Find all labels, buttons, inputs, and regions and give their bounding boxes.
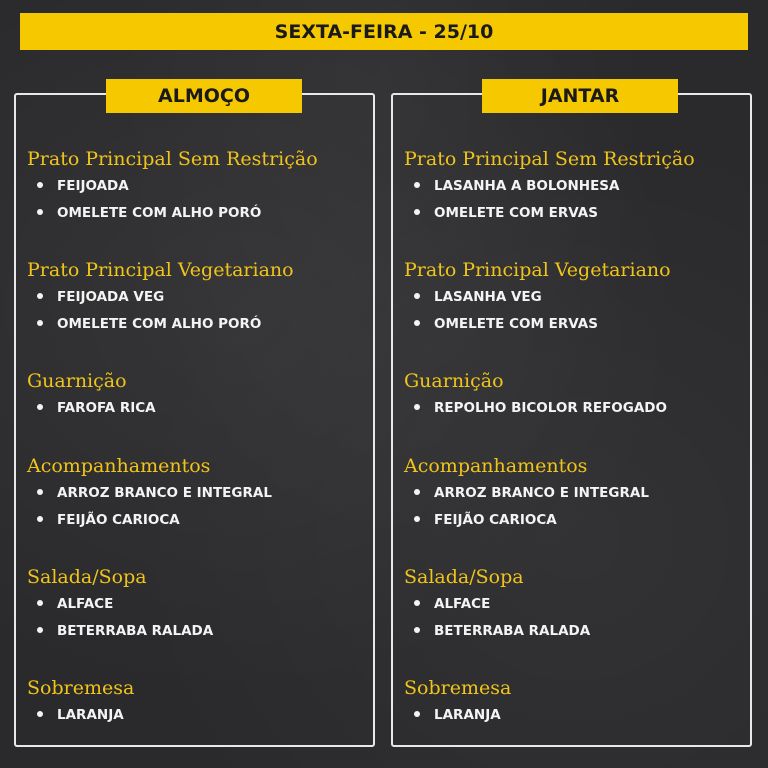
dinner-menu-item: OMELETE COM ERVAS <box>414 205 598 221</box>
lunch-menu-item: BETERRABA RALADA <box>37 623 213 639</box>
dinner-section-title: Guarnição <box>404 370 504 392</box>
lunch-section-title: Prato Principal Sem Restrição <box>27 148 318 170</box>
lunch-menu-item: ALFACE <box>37 596 113 612</box>
lunch-menu-item: OMELETE COM ALHO PORÓ <box>37 205 261 221</box>
dinner-menu-item: OMELETE COM ERVAS <box>414 316 598 332</box>
dinner-menu-item: BETERRABA RALADA <box>414 623 590 639</box>
bullet-icon <box>37 293 43 299</box>
bullet-icon <box>37 627 43 633</box>
dinner-section-title: Sobremesa <box>404 677 512 699</box>
bullet-icon <box>414 182 420 188</box>
bullet-icon <box>414 489 420 495</box>
dinner-menu-item: LASANHA A BOLONHESA <box>414 178 619 194</box>
lunch-section-title: Prato Principal Vegetariano <box>27 259 294 281</box>
lunch-menu-item: OMELETE COM ALHO PORÓ <box>37 316 261 332</box>
lunch-menu-item: FEIJÃO CARIOCA <box>37 512 180 528</box>
bullet-icon <box>37 209 43 215</box>
lunch-menu-item: FEIJOADA VEG <box>37 289 164 305</box>
lunch-section-title: Salada/Sopa <box>27 566 147 588</box>
bullet-icon <box>414 600 420 606</box>
bullet-icon <box>414 404 420 410</box>
bullet-icon <box>414 320 420 326</box>
lunch-section-title: Acompanhamentos <box>27 455 211 477</box>
lunch-section-title: Guarnição <box>27 370 127 392</box>
lunch-menu-item: ARROZ BRANCO E INTEGRAL <box>37 485 272 501</box>
bullet-icon <box>37 600 43 606</box>
dinner-label: JANTAR <box>540 85 620 107</box>
dinner-section-title: Salada/Sopa <box>404 566 524 588</box>
bullet-icon <box>37 320 43 326</box>
dinner-menu-item: LARANJA <box>414 707 501 723</box>
bullet-icon <box>414 209 420 215</box>
bullet-icon <box>414 293 420 299</box>
bullet-icon <box>37 182 43 188</box>
bullet-icon <box>37 404 43 410</box>
dinner-section-title: Prato Principal Vegetariano <box>404 259 671 281</box>
dinner-menu-item: REPOLHO BICOLOR REFOGADO <box>414 400 667 416</box>
lunch-menu-item: FAROFA RICA <box>37 400 156 416</box>
dinner-section-title: Acompanhamentos <box>404 455 588 477</box>
lunch-menu-item: FEIJOADA <box>37 178 129 194</box>
dinner-label-tag <box>482 79 678 113</box>
lunch-label-tag <box>106 79 302 113</box>
lunch-menu-item: LARANJA <box>37 707 124 723</box>
dinner-section-title: Prato Principal Sem Restrição <box>404 148 695 170</box>
day-title: SEXTA-FEIRA - 25/10 <box>274 20 494 43</box>
bullet-icon <box>37 516 43 522</box>
dinner-menu-item: FEIJÃO CARIOCA <box>414 512 557 528</box>
bullet-icon <box>37 489 43 495</box>
bullet-icon <box>37 711 43 717</box>
day-header <box>20 13 748 50</box>
bullet-icon <box>414 711 420 717</box>
dinner-menu-item: LASANHA VEG <box>414 289 542 305</box>
dinner-menu-item: ALFACE <box>414 596 490 612</box>
lunch-label: ALMOÇO <box>158 85 250 107</box>
bullet-icon <box>414 627 420 633</box>
bullet-icon <box>414 516 420 522</box>
dinner-menu-item: ARROZ BRANCO E INTEGRAL <box>414 485 649 501</box>
lunch-section-title: Sobremesa <box>27 677 135 699</box>
